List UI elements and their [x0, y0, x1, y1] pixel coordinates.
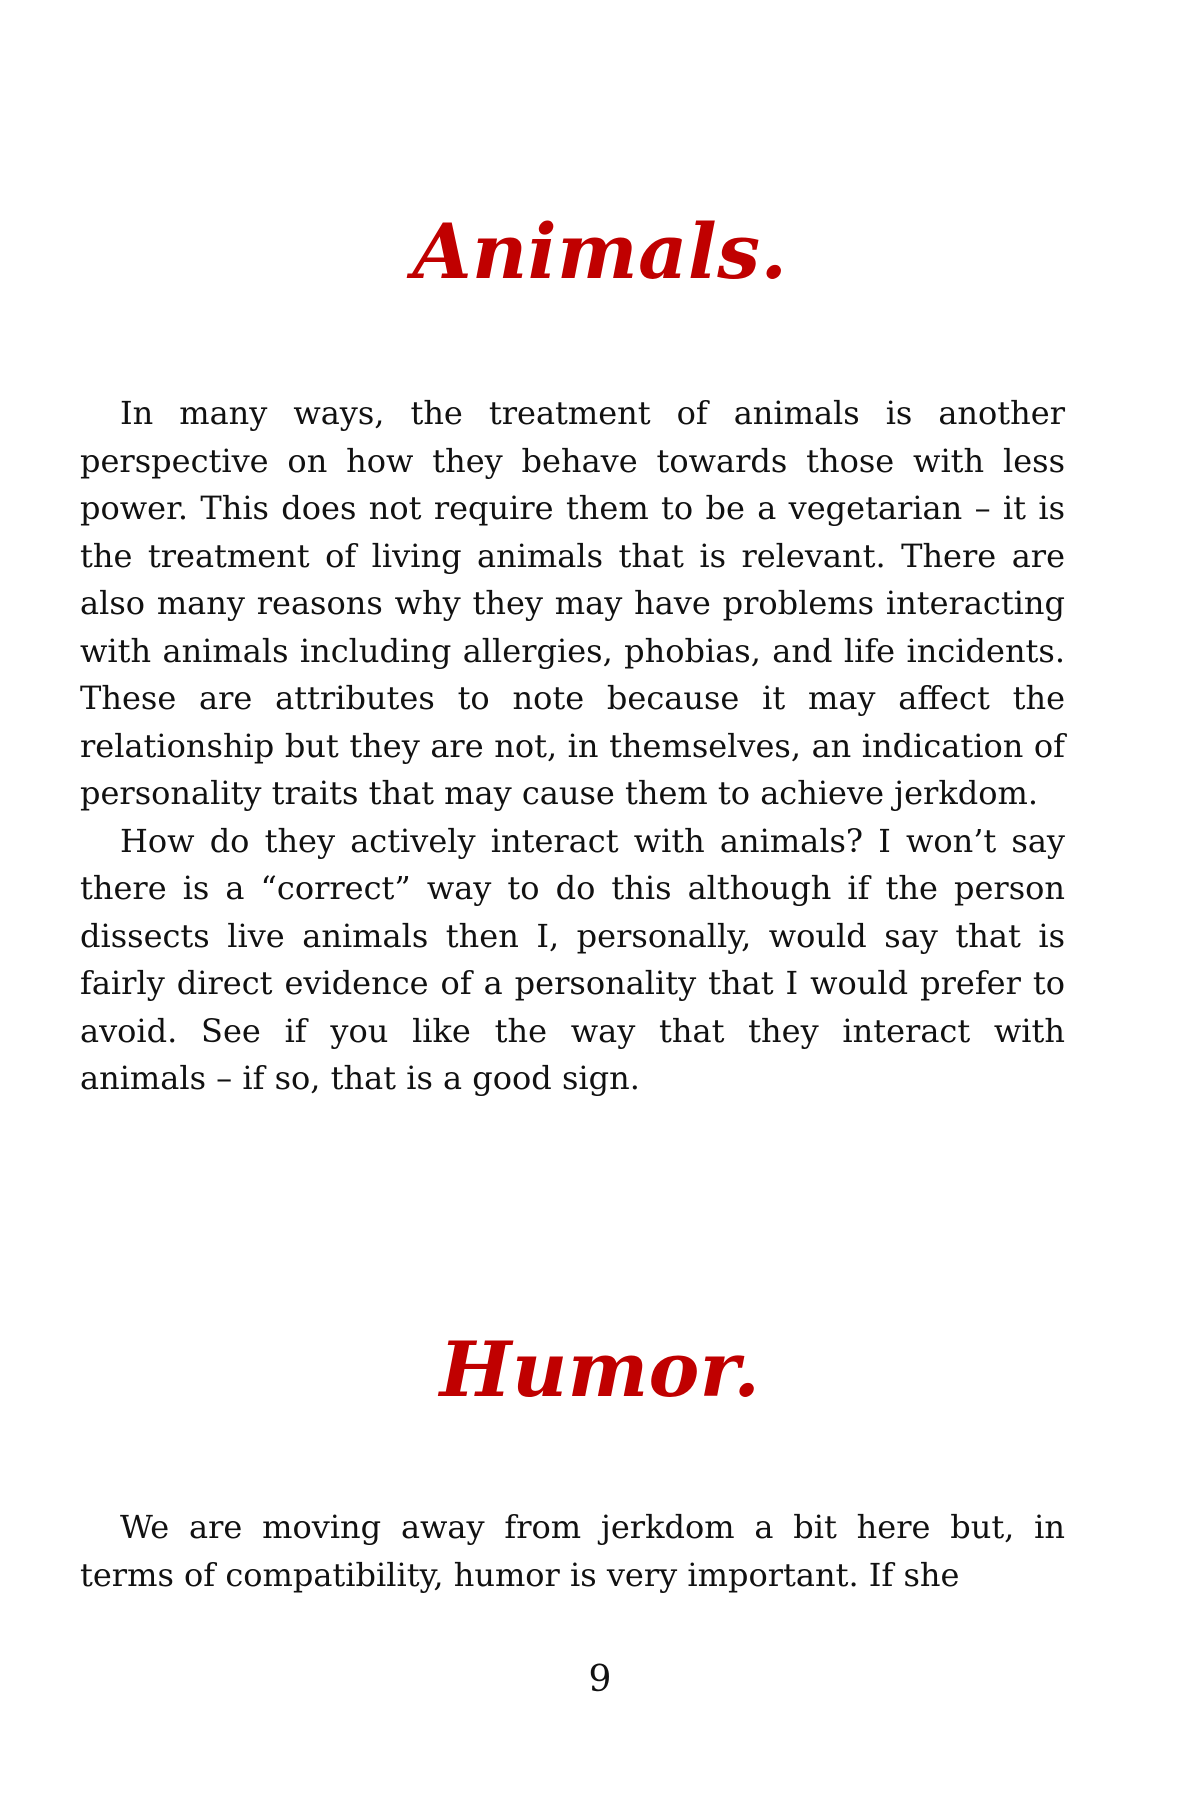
paragraph: How do they actively interact with animals? I won’t say there is a “correct” way to do this although if the person dissects live animals then I, personally, would say that is fairly direct evidence of a personality that I would prefer to avoid. See if you like the way that they interact with animals – if so, that is a good sign. — [80, 821, 1065, 1097]
section-heading-animals: Animals. — [412, 207, 788, 296]
paragraph: We are moving away from jerkdom a bit here but, in terms of compatibility, humor is very important. If she — [80, 1508, 1065, 1594]
page-number: 9 — [588, 1659, 612, 1700]
section-heading-humor: Humor. — [439, 1325, 761, 1414]
section-body-animals — [80, 390, 1065, 1103]
paragraph: In many ways, the treatment of animals is another perspective on how they behave towards those with less power. This does not require them to be a vegetarian – it is the treatment of living animals that is relevant. There are also many reasons why they may have problems interacting with animals including allergies, phobias, and life incidents. These are attributes to note because it may affect the relationship but they are not, in themselves, an indication of personality traits that may cause them to achieve jerkdom. — [80, 394, 1065, 812]
section-body-humor — [80, 1504, 1065, 1599]
